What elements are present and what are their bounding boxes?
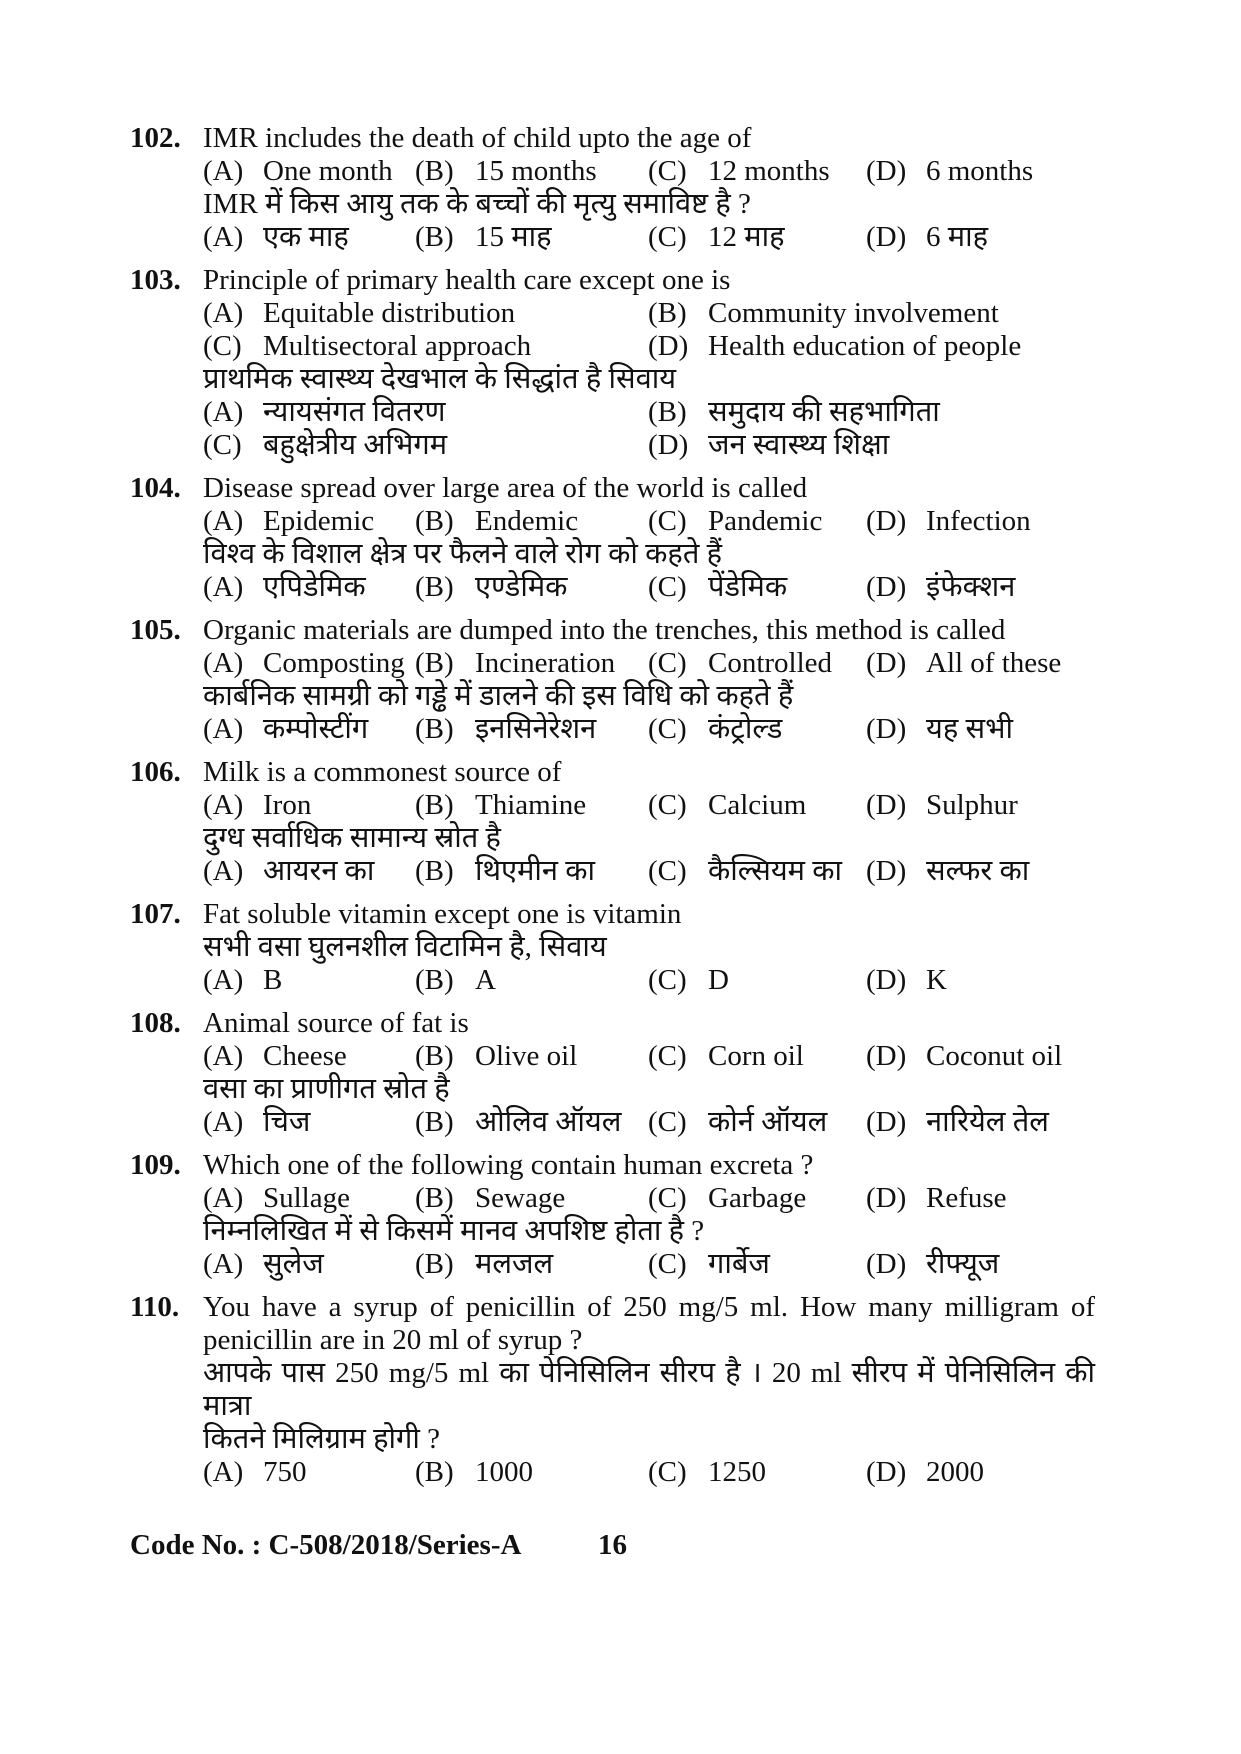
option-text: Refuse — [926, 1182, 1007, 1214]
option-text: न्यायसंगत वितरण — [263, 396, 446, 428]
option-d — [866, 221, 1095, 254]
option-text: Endemic — [475, 505, 579, 537]
option-text: Olive oil — [475, 1040, 578, 1072]
option-d — [866, 1106, 1095, 1139]
option-c — [648, 571, 866, 604]
option-label: (D) — [866, 221, 907, 253]
question-body — [203, 756, 1095, 888]
option-text: B — [263, 964, 283, 996]
option-text: Iron — [263, 789, 312, 821]
option-text: जन स्वास्थ्य शिक्षा — [708, 429, 890, 461]
option-text: Cheese — [263, 1040, 347, 1072]
question-text-en: Principle of primary health care except one is — [203, 264, 731, 296]
code-number-label: Code No. : C-508/2018/Series-A — [130, 1529, 522, 1561]
option-label: (C) — [648, 571, 687, 603]
question-text-en: Which one of the following contain human excreta ? — [203, 1149, 814, 1181]
option-label: (C) — [203, 429, 242, 461]
option-b — [415, 155, 648, 188]
option-text: One month — [263, 155, 393, 187]
option-label: (A) — [203, 297, 244, 329]
option-text: ओलिव ऑयल — [475, 1106, 622, 1138]
option-b — [415, 1040, 648, 1073]
question-text-hi: सभी वसा घुलनशील विटामिन है, सिवाय — [203, 931, 607, 963]
page-content — [130, 122, 1095, 1562]
option-d — [648, 330, 1095, 363]
option-label: (B) — [415, 1182, 454, 1214]
question-number: 110. — [130, 1291, 180, 1323]
option-b — [415, 571, 648, 604]
option-label: (D) — [866, 571, 907, 603]
option-label: (C) — [648, 964, 687, 996]
option-text: नारियेल तेल — [926, 1106, 1049, 1138]
option-d — [866, 1248, 1095, 1281]
option-text: कोर्न ऑयल — [708, 1106, 828, 1138]
option-text: इंफेक्शन — [926, 571, 1016, 603]
option-text: Infection — [926, 505, 1031, 537]
option-label: (D) — [866, 855, 907, 887]
option-a — [203, 155, 415, 188]
option-label: (B) — [415, 964, 454, 996]
option-a — [203, 964, 415, 997]
option-b — [415, 1182, 648, 1215]
option-text: रीफ्यूज — [926, 1248, 1000, 1280]
option-label: (C) — [648, 505, 687, 537]
option-b — [415, 1248, 648, 1281]
option-d — [648, 429, 1095, 462]
options-row-en — [203, 505, 1095, 538]
option-b — [648, 297, 1095, 330]
option-c — [648, 647, 866, 680]
question-number: 105. — [130, 614, 181, 646]
option-label: (B) — [415, 571, 454, 603]
option-label: (A) — [203, 647, 244, 679]
question-number: 106. — [130, 756, 181, 788]
option-label: (A) — [203, 1106, 244, 1138]
option-c — [648, 155, 866, 188]
question-text-hi: निम्नलिखित में से किसमें मानव अपशिष्ट होता है ? — [203, 1215, 705, 1247]
option-label: (A) — [203, 1456, 244, 1488]
option-label: (C) — [648, 647, 687, 679]
question-body — [203, 264, 1095, 462]
options-row-hi — [203, 855, 1095, 888]
question-109 — [130, 1149, 1095, 1281]
option-b — [415, 855, 648, 888]
question-text-en: Disease spread over large area of the world is called — [203, 472, 808, 504]
option-d — [866, 155, 1095, 188]
option-text: आयरन का — [263, 855, 375, 887]
option-a — [203, 789, 415, 822]
option-label: (B) — [415, 155, 454, 187]
option-label: (C) — [648, 789, 687, 821]
option-a — [203, 855, 415, 888]
option-label: (B) — [648, 297, 687, 329]
option-text: 12 माह — [708, 221, 785, 253]
question-text-hi: विश्व के विशाल क्षेत्र पर फैलने वाले रोग को कहते हैं — [203, 538, 723, 570]
question-text-hi: IMR में किस आयु तक के बच्चों की मृत्यु समाविष्ट है ? — [203, 188, 751, 220]
option-label: (A) — [203, 855, 244, 887]
option-label: (D) — [866, 647, 907, 679]
option-c — [648, 505, 866, 538]
option-label: (D) — [866, 505, 907, 537]
option-label: (B) — [648, 396, 687, 428]
option-text: Pandemic — [708, 505, 823, 537]
option-a — [203, 1182, 415, 1215]
question-text-en-line2: penicillin are in 20 ml of syrup ? — [203, 1324, 583, 1356]
option-label: (B) — [415, 789, 454, 821]
option-b — [415, 713, 648, 746]
question-106 — [130, 756, 1095, 888]
option-a — [203, 647, 415, 680]
question-text-hi: कार्बनिक सामग्री को गड्ढे में डालने की इस विधि को कहते हैं — [203, 680, 794, 712]
option-c — [648, 855, 866, 888]
option-label: (B) — [415, 855, 454, 887]
option-d — [866, 505, 1095, 538]
question-text-hi: दुग्ध सर्वाधिक सामान्य स्रोत है — [203, 822, 501, 854]
option-label: (D) — [648, 429, 689, 461]
option-text: Sewage — [475, 1182, 566, 1214]
question-body — [203, 1291, 1095, 1489]
option-text: गार्बेज — [708, 1248, 770, 1280]
options-row-hi — [203, 571, 1095, 604]
question-text-en: Animal source of fat is — [203, 1007, 469, 1039]
option-label: (C) — [648, 1040, 687, 1072]
question-number: 108. — [130, 1007, 181, 1039]
option-d — [866, 789, 1095, 822]
question-number: 107. — [130, 898, 181, 930]
option-text: कैल्सियम का — [708, 855, 843, 887]
option-b — [415, 647, 648, 680]
option-d — [866, 571, 1095, 604]
option-label: (A) — [203, 964, 244, 996]
option-label: (B) — [415, 1106, 454, 1138]
option-label: (C) — [648, 1182, 687, 1214]
option-c — [648, 1248, 866, 1281]
option-label: (A) — [203, 221, 244, 253]
question-body — [203, 898, 1095, 997]
question-body — [203, 614, 1095, 746]
option-text: 2000 — [926, 1456, 984, 1488]
option-text: Sullage — [263, 1182, 350, 1214]
option-a — [203, 297, 648, 330]
option-text: 6 months — [926, 155, 1034, 187]
option-d — [866, 1040, 1095, 1073]
question-text-en-line1: You have a syrup of penicillin of 250 mg/5 ml. How many milligram of — [203, 1291, 1095, 1323]
option-text: Incineration — [475, 647, 616, 679]
option-text: Corn oil — [708, 1040, 804, 1072]
option-text: इनसिनेरेशन — [475, 713, 597, 745]
option-label: (B) — [415, 1248, 454, 1280]
option-label: (B) — [415, 647, 454, 679]
option-c — [203, 429, 648, 462]
option-text: एपिडेमिक — [263, 571, 366, 603]
option-label: (D) — [866, 1248, 907, 1280]
options-row-hi — [203, 1106, 1095, 1139]
question-107 — [130, 898, 1095, 997]
option-label: (A) — [203, 396, 244, 428]
page-footer — [130, 1529, 1095, 1562]
option-b — [415, 505, 648, 538]
option-label: (A) — [203, 1182, 244, 1214]
option-a — [203, 571, 415, 604]
option-label: (B) — [415, 505, 454, 537]
options-row-hi — [203, 1248, 1095, 1281]
option-text: यह सभी — [926, 713, 1013, 745]
options-grid-en — [203, 297, 1095, 363]
option-text: सल्फर का — [926, 855, 1030, 887]
option-a — [203, 1248, 415, 1281]
option-a — [203, 1456, 415, 1489]
option-d — [866, 1456, 1095, 1489]
page-number: 16 — [598, 1529, 627, 1561]
option-text: 1250 — [708, 1456, 766, 1488]
option-label: (B) — [415, 221, 454, 253]
option-c — [648, 221, 866, 254]
question-text-hi: प्राथमिक स्वास्थ्य देखभाल के सिद्धांत है सिवाय — [203, 363, 677, 395]
option-label: (D) — [866, 1182, 907, 1214]
options-row-hi — [203, 713, 1095, 746]
option-c — [648, 1182, 866, 1215]
option-label: (A) — [203, 789, 244, 821]
option-c — [648, 964, 866, 997]
option-text: 6 माह — [926, 221, 989, 253]
option-text: Equitable distribution — [263, 297, 516, 329]
question-body — [203, 1007, 1095, 1139]
option-a — [203, 1040, 415, 1073]
option-text: कंट्रोल्ड — [708, 713, 783, 745]
option-text: D — [708, 964, 729, 996]
option-d — [866, 964, 1095, 997]
option-d — [866, 647, 1095, 680]
option-label: (D) — [648, 330, 689, 362]
option-d — [866, 1182, 1095, 1215]
option-text: All of these — [926, 647, 1062, 679]
option-label: (D) — [866, 713, 907, 745]
option-c — [648, 1106, 866, 1139]
option-label: (D) — [866, 1040, 907, 1072]
option-text: पेंडेमिक — [708, 571, 788, 603]
option-c — [203, 330, 648, 363]
option-label: (C) — [648, 221, 687, 253]
question-text-en: Milk is a commonest source of — [203, 756, 562, 788]
question-102 — [130, 122, 1095, 254]
option-b — [415, 964, 648, 997]
option-label: (C) — [648, 155, 687, 187]
question-number: 109. — [130, 1149, 181, 1181]
question-104 — [130, 472, 1095, 604]
option-a — [203, 505, 415, 538]
option-a — [203, 396, 648, 429]
option-b — [415, 1106, 648, 1139]
option-text: Community involvement — [708, 297, 999, 329]
option-text: बहुक्षेत्रीय अभिगम — [263, 429, 448, 461]
option-c — [648, 1040, 866, 1073]
options-row-en — [203, 155, 1095, 188]
option-d — [866, 855, 1095, 888]
option-text: सुलेज — [263, 1248, 324, 1280]
question-text-hi-line2: कितने मिलिग्राम होगी ? — [203, 1423, 441, 1455]
question-103 — [130, 264, 1095, 462]
option-text: 15 months — [475, 155, 597, 187]
option-label: (A) — [203, 571, 244, 603]
option-label: (A) — [203, 505, 244, 537]
question-text-en: IMR includes the death of child upto the age of — [203, 122, 752, 154]
option-text: Garbage — [708, 1182, 807, 1214]
option-label: (D) — [866, 155, 907, 187]
option-b — [415, 221, 648, 254]
option-b — [648, 396, 1095, 429]
question-108 — [130, 1007, 1095, 1139]
question-110 — [130, 1291, 1095, 1489]
options-row-en — [203, 1182, 1095, 1215]
option-d — [866, 713, 1095, 746]
option-label: (A) — [203, 1248, 244, 1280]
question-number: 104. — [130, 472, 181, 504]
option-label: (D) — [866, 1456, 907, 1488]
option-label: (C) — [648, 713, 687, 745]
option-text: Composting — [263, 647, 405, 679]
option-a — [203, 1106, 415, 1139]
option-text: एक माह — [263, 221, 349, 253]
question-body — [203, 122, 1095, 254]
option-label: (B) — [415, 1456, 454, 1488]
question-text-en: Organic materials are dumped into the trenches, this method is called — [203, 614, 1006, 646]
option-label: (A) — [203, 1040, 244, 1072]
options-row — [203, 1456, 1095, 1489]
option-label: (C) — [648, 1248, 687, 1280]
option-text: 15 माह — [475, 221, 552, 253]
option-text: थिएमीन का — [475, 855, 596, 887]
option-text: मलजल — [475, 1248, 554, 1280]
option-text: 1000 — [475, 1456, 533, 1488]
options-row-hi — [203, 221, 1095, 254]
option-c — [648, 713, 866, 746]
question-body — [203, 472, 1095, 604]
question-body — [203, 1149, 1095, 1281]
question-number: 102. — [130, 122, 181, 154]
option-text: Sulphur — [926, 789, 1018, 821]
option-text: K — [926, 964, 947, 996]
option-a — [203, 713, 415, 746]
option-text: 12 months — [708, 155, 830, 187]
question-number: 103. — [130, 264, 181, 296]
option-b — [415, 1456, 648, 1489]
option-label: (C) — [648, 1106, 687, 1138]
options-row-en — [203, 1040, 1095, 1073]
option-a — [203, 221, 415, 254]
option-text: Calcium — [708, 789, 807, 821]
option-text: एण्डेमिक — [475, 571, 568, 603]
question-text-hi-line1: आपके पास 250 mg/5 ml का पेनिसिलिन सीरप है । 20 ml सीरप में पेनिसिलिन की मात्रा — [203, 1357, 1095, 1422]
option-text: Controlled — [708, 647, 833, 679]
option-text: Coconut oil — [926, 1040, 1063, 1072]
option-text: Epidemic — [263, 505, 375, 537]
options-row — [203, 964, 1095, 997]
option-label: (B) — [415, 1040, 454, 1072]
options-row-en — [203, 647, 1095, 680]
options-row-en — [203, 789, 1095, 822]
question-text-en: Fat soluble vitamin except one is vitamin — [203, 898, 682, 930]
option-label: (A) — [203, 155, 244, 187]
options-grid-hi — [203, 396, 1095, 462]
option-label: (B) — [415, 713, 454, 745]
option-label: (C) — [648, 1456, 687, 1488]
option-text: कम्पोस्टींग — [263, 713, 369, 745]
option-label: (C) — [648, 855, 687, 887]
option-label: (C) — [203, 330, 242, 362]
option-text: Multisectoral approach — [263, 330, 532, 362]
question-text-hi: वसा का प्राणीगत स्रोत है — [203, 1073, 450, 1105]
option-text: 750 — [263, 1456, 307, 1488]
option-text: चिज — [263, 1106, 311, 1138]
option-text: समुदाय की सहभागिता — [708, 396, 940, 428]
option-label: (D) — [866, 789, 907, 821]
option-label: (A) — [203, 713, 244, 745]
option-text: A — [475, 964, 496, 996]
option-b — [415, 789, 648, 822]
option-text: Health education of people — [708, 330, 1022, 362]
option-c — [648, 1456, 866, 1489]
option-label: (D) — [866, 1106, 907, 1138]
question-105 — [130, 614, 1095, 746]
option-c — [648, 789, 866, 822]
option-text: Thiamine — [475, 789, 587, 821]
option-label: (D) — [866, 964, 907, 996]
